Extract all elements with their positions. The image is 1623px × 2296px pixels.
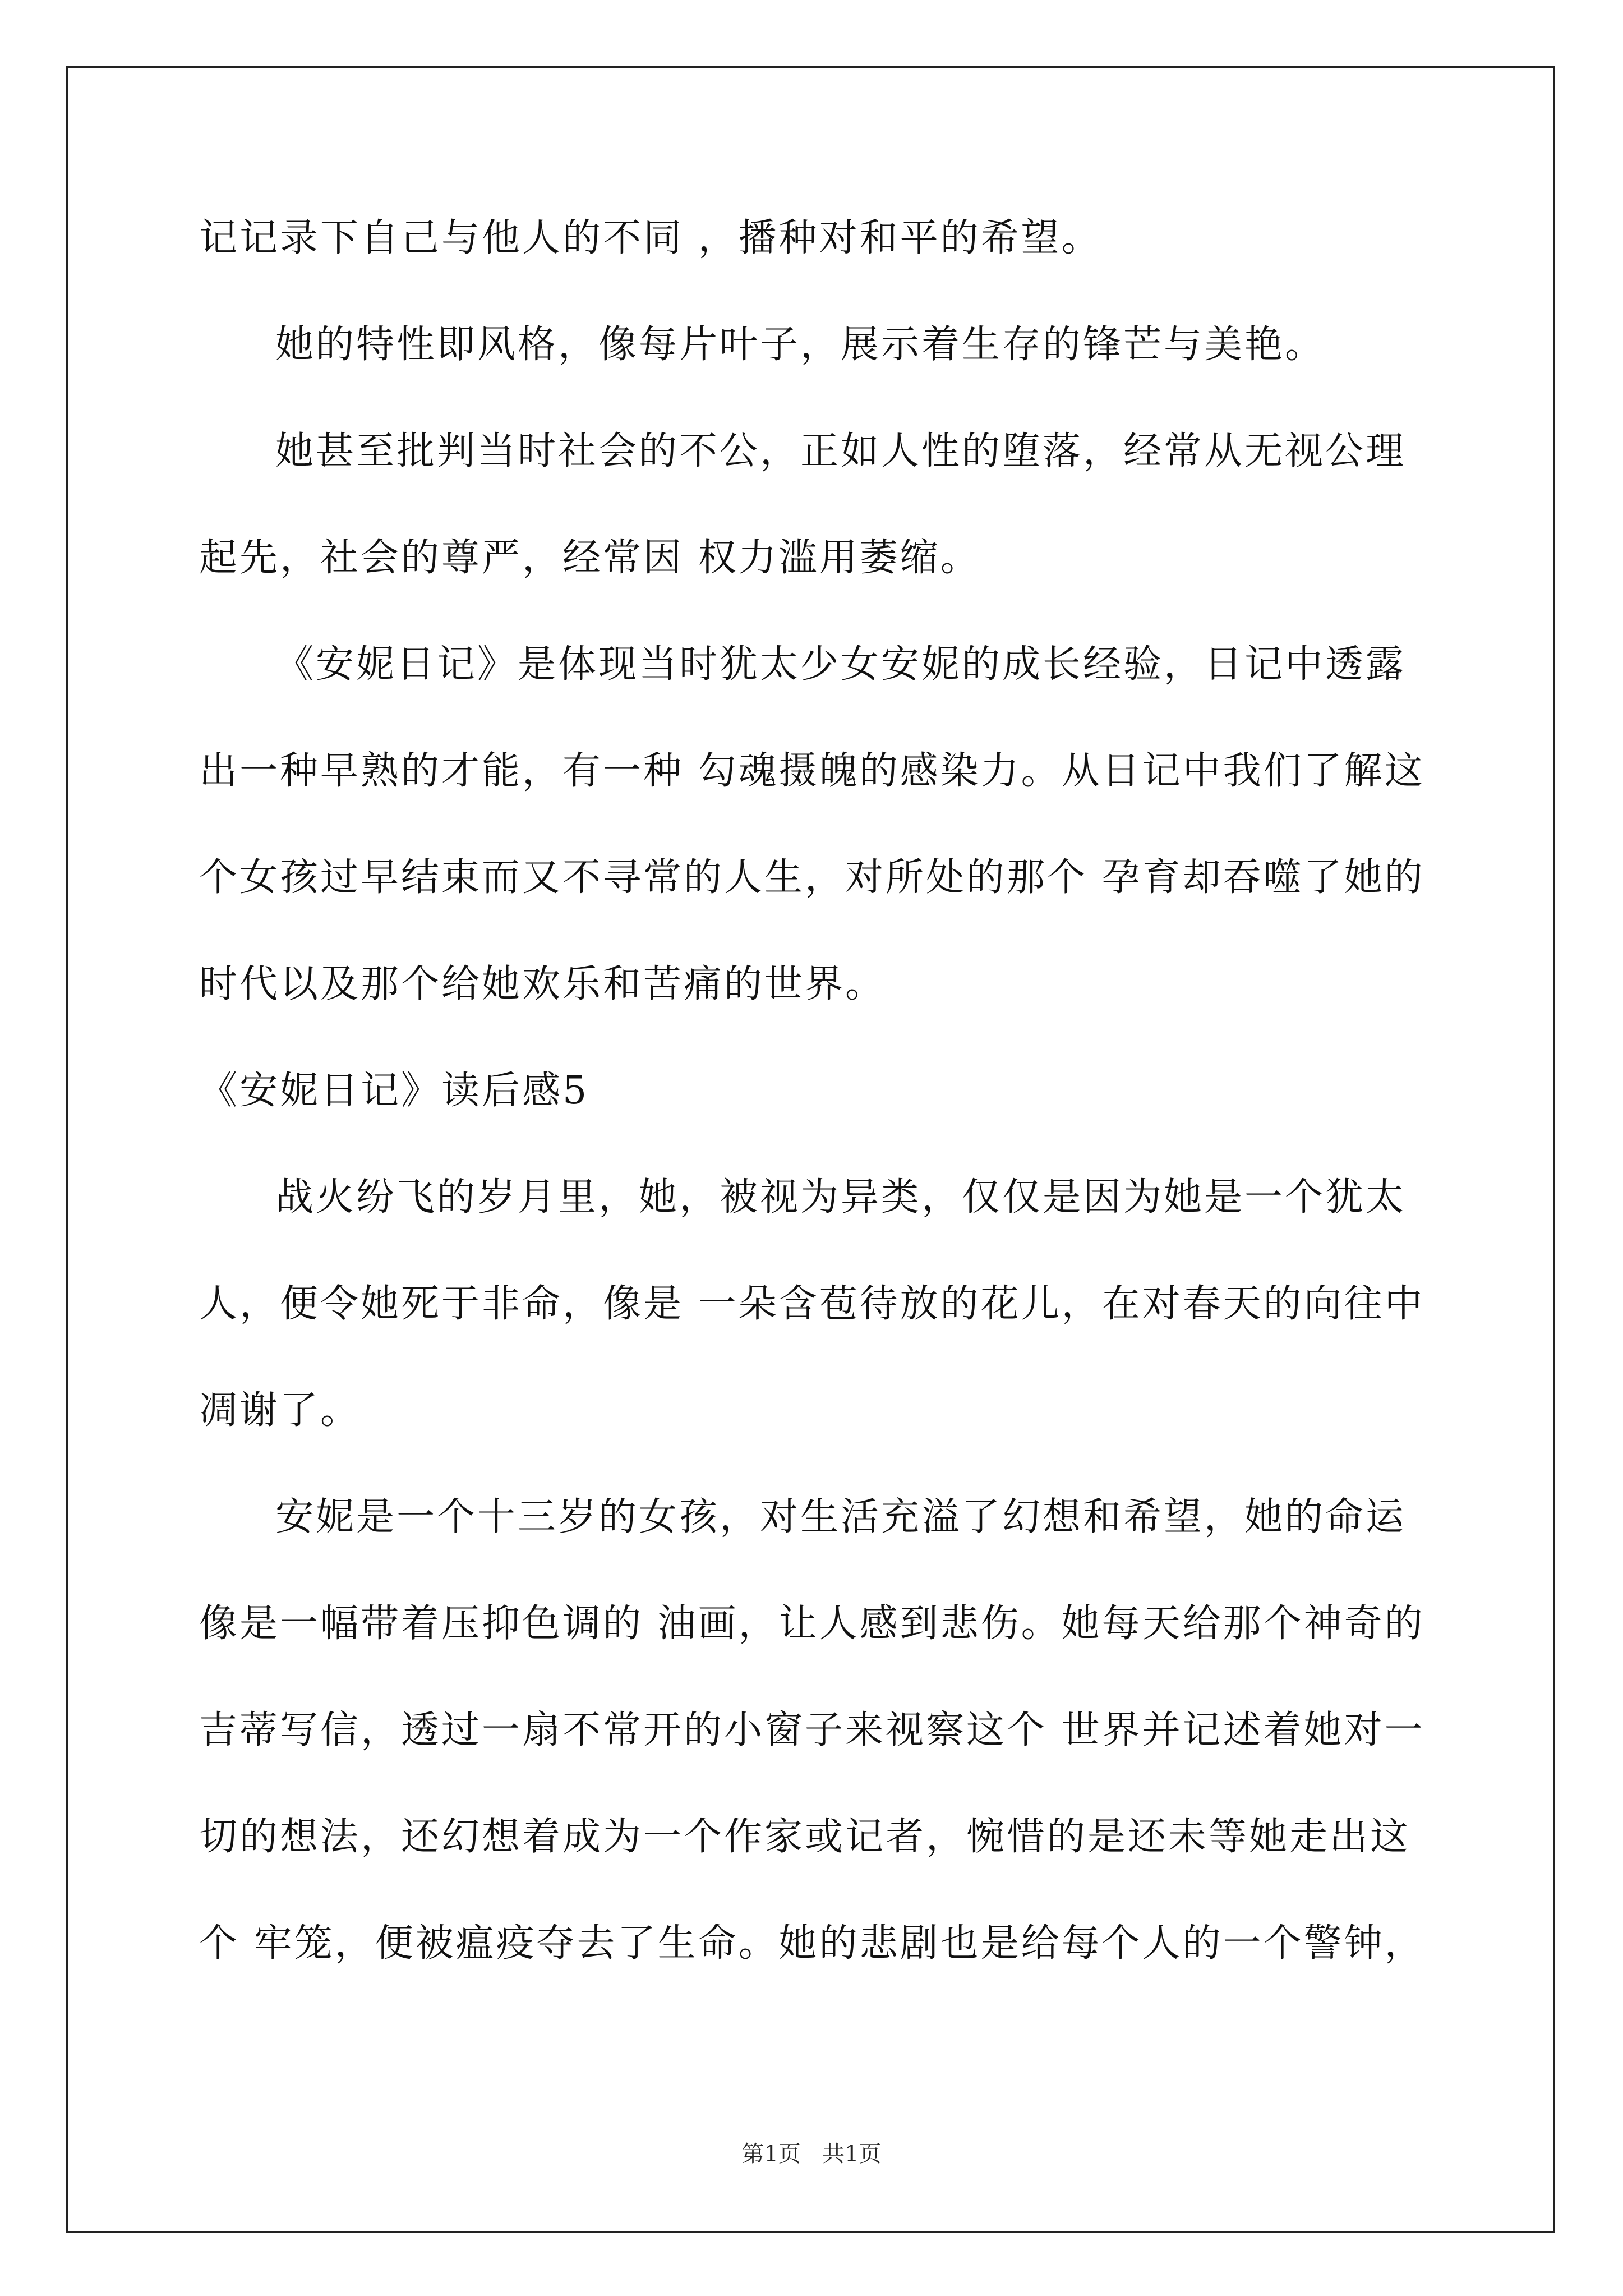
- paragraph-line: 安妮是一个十三岁的女孩，对生活充溢了幻想和希望，她的命运: [275, 1495, 1407, 1539]
- text-line: 吉蒂写信，透过一扇不常开的小窗子来视察这个 世界并记述着她对一: [199, 1708, 1425, 1752]
- text-line: 个女孩过早结束而又不寻常的人生，对所处的那个 孕育却吞噬了她的: [199, 855, 1425, 900]
- section-heading: 《安妮日记》读后感5: [199, 1069, 589, 1113]
- text-line: 凋谢了。: [199, 1388, 361, 1433]
- paragraph-line: 她的特性即风格，像每片叶子，展示着生存的锋芒与美艳。: [275, 323, 1326, 367]
- paragraph-line: 她甚至批判当时社会的不公，正如人性的堕落，经常从无视公理: [275, 429, 1407, 473]
- text-line: 出一种早熟的才能，有一种 勾魂摄魄的感染力。从日记中我们了解这: [199, 749, 1425, 793]
- paragraph-line: 《安妮日记》是体现当时犹太少女安妮的成长经验，日记中透露: [275, 642, 1407, 687]
- text-line: 像是一幅带着压抑色调的 油画，让人感到悲伤。她每天给那个神奇的: [199, 1602, 1425, 1646]
- document-body: [199, 185, 1450, 1997]
- page-number-footer: 第1页 共1页: [741, 2141, 882, 2167]
- text-line: 时代以及那个给她欢乐和苦痛的世界。: [199, 962, 886, 1006]
- text-line: 人，便令她死于非命，像是 一朵含苞待放的花儿，在对春天的向往中: [199, 1282, 1425, 1326]
- text-line: 记记录下自己与他人的不同 ，播种对和平的希望。: [199, 216, 1102, 260]
- text-line: 起先，社会的尊严，经常因 权力滥用萎缩。: [199, 536, 981, 580]
- paragraph-line: 战火纷飞的岁月里，她，被视为异类，仅仅是因为她是一个犹太: [275, 1175, 1407, 1220]
- text-line: 个 牢笼，便被瘟疫夺去了生命。她的悲剧也是给每个人的一个警钟，: [199, 1921, 1425, 1966]
- text-line: 切的想法，还幻想着成为一个作家或记者，惋惜的是还未等她走出这: [199, 1815, 1411, 1859]
